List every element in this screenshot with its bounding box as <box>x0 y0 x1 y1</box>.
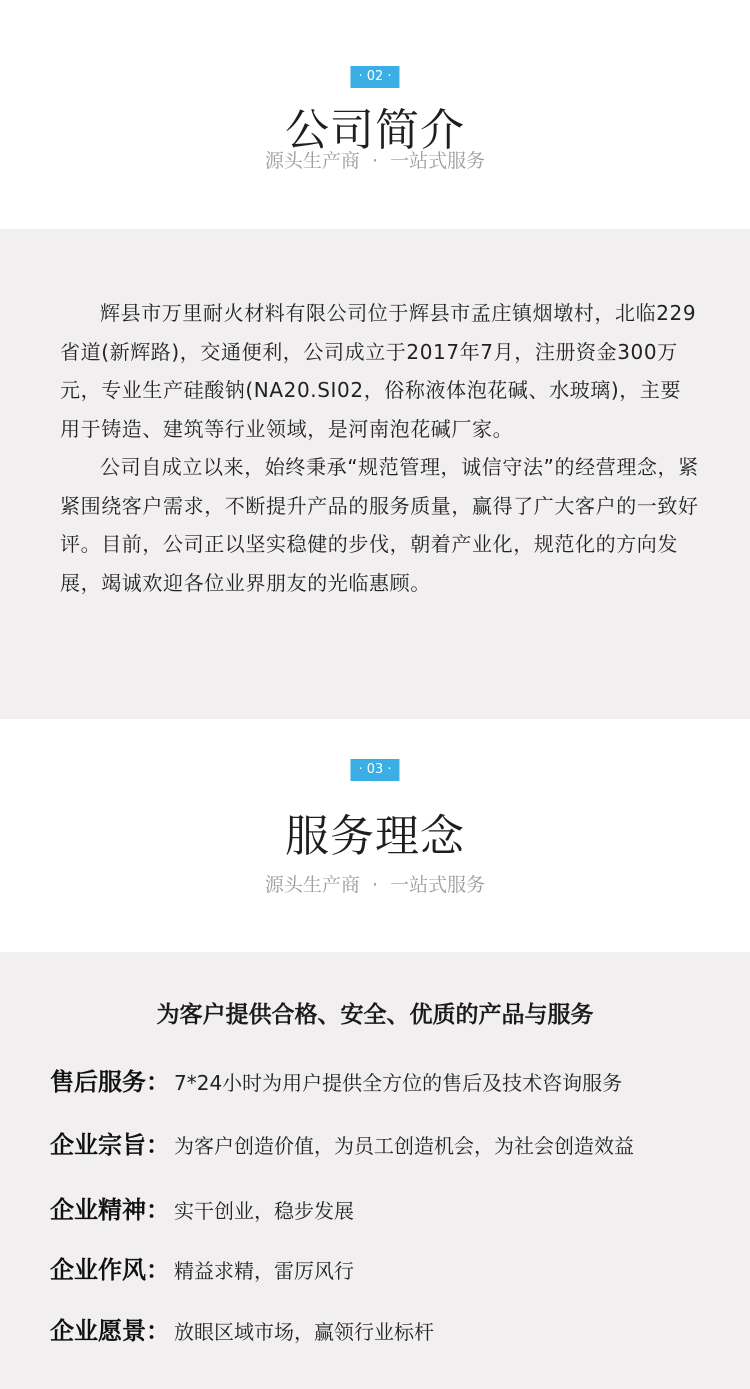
value-text: 放眼区域市场，赢领行业标杆 <box>174 1320 434 1344</box>
value-row-spirit <box>50 1190 740 1225</box>
intro-paragraph: 公司自成立以来，始终秉承“规范管理，诚信守法”的经营理念，紧紧围绕客户需求，不断提升产品的服务质量，赢得了广大客户的一致好评。目前，公司正以坚实稳健的步伐，朝着产业化，规范化的方向发展，竭诚欢迎各位业界朋友的光临惠顾。 <box>60 455 699 595</box>
value-label: 企业宗旨： <box>50 1131 170 1159</box>
value-row-after-sales <box>50 1062 740 1097</box>
value-label: 售后服务： <box>50 1068 170 1096</box>
value-label: 企业作风： <box>50 1256 170 1284</box>
company-intro-subtitle: 源头生产商 · 一站式服务 <box>264 150 486 172</box>
company-intro-title: 公司简介 <box>285 105 465 156</box>
section-badge-03: · 03 · <box>350 759 399 781</box>
service-philosophy-title: 服务理念 <box>285 811 465 862</box>
value-text: 实干创业，稳步发展 <box>174 1199 354 1223</box>
value-text: 精益求精，雷厉风行 <box>174 1259 354 1283</box>
section-badge-02: · 02 · <box>350 66 399 88</box>
intro-text <box>60 294 700 602</box>
value-row-vision <box>50 1311 740 1346</box>
value-row-purpose <box>50 1125 740 1160</box>
value-row-style <box>50 1250 740 1285</box>
value-label: 企业愿景： <box>50 1317 170 1345</box>
value-text: 7*24小时为用户提供全方位的售后及技术咨询服务 <box>174 1071 623 1095</box>
value-label: 企业精神： <box>50 1196 170 1224</box>
service-philosophy-subtitle: 源头生产商 · 一站式服务 <box>264 874 486 896</box>
value-text: 为客户创造价值，为员工创造机会，为社会创造效益 <box>174 1134 634 1158</box>
intro-paragraph: 辉县市万里耐火材料有限公司位于辉县市孟庄镇烟墩村，北临229省道(新辉路)，交通便利，公司成立于2017年7月，注册资金300万元，专业生产硅酸钠(NA20.SI02，俗称液体泡花碱、水玻璃)，主要用于铸造、建筑等行业领域，是河南泡花碱厂家。 <box>60 301 697 441</box>
service-heading: 为客户提供合格、安全、优质的产品与服务 <box>156 1002 594 1028</box>
